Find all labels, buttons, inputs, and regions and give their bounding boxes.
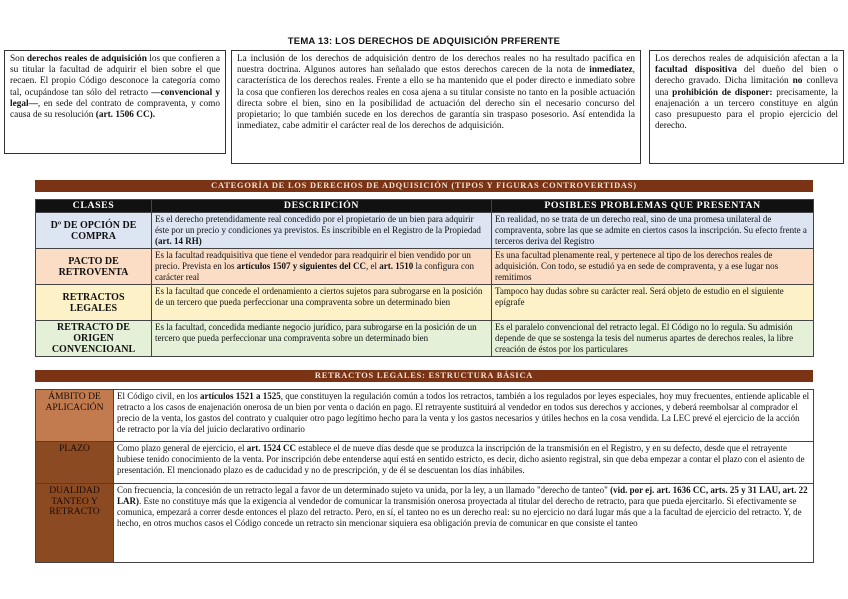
cell-text: la configura con carácter real [155,260,474,282]
row-label: ÁMBITO DE APLICACIÓN [36,390,114,442]
intro-text: conlleva una [655,76,838,98]
intro-bold: —convencional y legal— [10,87,220,109]
cell-text: El Código civil, en los [117,391,200,401]
row-content [114,484,814,563]
cell-bold: (vid. por ej. art. 1636 CC, arts. 25 y 31 LAU, art. 22 LAR) [117,485,808,506]
cell-bold: (art. 14 RH) [155,235,202,246]
table-row [36,484,814,563]
table-row [36,285,814,321]
intro-text: , en sede del contrato de compraventa, y como causa de su resolución [10,98,220,121]
intro-bold: facultad dispositiva [655,65,737,76]
intro-text: precisamente, la enajenación a un tercero constituye en algún caso presupuesto para el propio ejercicio del derecho. [655,87,839,132]
intro-box-facultad-dispositiva [649,50,844,164]
intro-text: La inclusión de los derechos de adquisición dentro de los derechos reales no ha resultado pacífica en nuestra doctrina. Algunos autores han señalado que estos derechos carecen de la nota de [237,54,635,76]
cell-text: . Este no constituye más que la exigencia al vendedor de comunicar la transmisión onerosa proyectada al titular del derecho de retracto, para que pueda ejercitarlo. Si efectivamente se comunica, empezará a correr desde entonces el plazo del retracto. Pero, en sí, el tanteo no es un derecho real: su no ejercicio no dará lugar más que a la facultad de ejercicio del retracto. Y, de hecho, en otros muchos casos el Código concede un retracto sin mencionar siquiera esa obligación previa de comunicar en que consiste el tanteo [117,496,802,528]
cell-text: , el [365,260,380,271]
class-cell: RETRACTO DE ORIGEN CONVENCIOANL [36,321,152,357]
description-cell: Es la facultad, concedida mediante negocio jurídico, para subrogarse en la posición de un tercero que pueda perfeccionar una compraventa sobre un determinado bien [152,321,492,357]
intro-text: del dueño del bien o derecho gravado. Dicha limitación [655,65,838,87]
table-row [36,249,814,285]
description-cell [152,249,492,285]
page-title: TEMA 13: LOS DERECHOS DE ADQUISICIÓN PRFERENTE [287,36,561,47]
intro-bold: no [792,76,803,87]
table-row [36,213,814,249]
class-cell: RETRACTOS LEGALES [36,285,152,321]
section-band-retractos: RETRACTOS LEGALES: ESTRUCTURA BÁSICA [35,370,813,382]
cell-bold: artículos 1521 a 1525 [200,391,281,401]
cell-text: , que constituyen la regulación común a todos los retractos, también a los regulados por leyes especiales, hoy muy frecuentes, entiende aplicable el retracto a los casos de enajenación onerosa de un bien por venta o dación en pago. El retrayente sustituirá al vendedor en todos sus derechos y acciones, y deberá reembolsar al comprador el precio de la venta, los gastos del contrato y cualquier otro pago legítimo hecho para la venta y los gastos necesarios y útiles hechos en la cosa vendida. La LEC prevé el ejercicio de la acción de retracto por la vía del juicio declarativo ordinario [117,391,810,434]
intro-bold: derechos reales de adquisición [26,54,147,64]
row-label: DUALIDAD TANTEO Y RETRACTO [36,484,114,563]
cell-text: Es el derecho pretendidamente real concedido por el propietario de un bien para adquirir éste por un precio y condiciones ya previstos. Es inscribible en el Registro de la Propiedad [155,214,481,235]
intro-text: Los derechos reales de adquisición afectan a la [655,54,838,64]
column-header: CLASES [36,200,152,213]
retractos-table [35,389,814,563]
intro-box-definition [4,50,226,154]
cell-bold: art. 1524 CC [246,443,296,453]
problems-cell: Es el paralelo convencional del retracto legal. El Código no lo regula. Su admisión depende de que se sostenga la tesis del numerus apartes de derechos reales, la libre creación de éstos por los particulares [492,321,814,357]
description-cell: Es la facultad que concede el ordenamiento a ciertos sujetos para subrogarse en la posición de un tercero que pueda perfeccionar una compraventa sobre un determinado bien [152,285,492,321]
table-row [36,390,814,442]
row-label: PLAZO [36,442,114,484]
section-band-categoria: CATEGORÍA DE LOS DERECHOS DE ADQUISICIÓN (TIPOS Y FIGURAS CONTROVERTIDAS) [35,180,813,192]
intro-text: los que confieren a su titular la facultad de adquirir el bien sobre el que recaen. El propio Código desconoce la categoría como tal, ocupándose tan sólo del retracto [10,54,220,98]
row-content [114,390,814,442]
cell-bold: artículos 1507 y siguientes del CC [236,260,366,271]
column-header: DESCRIPCIÓN [152,200,492,213]
table-row [36,442,814,484]
problems-cell: Tampoco hay dudas sobre su carácter real. Será objeto de estudio en el siguiente epígrafe [492,285,814,321]
column-header: POSIBLES PROBLEMAS QUE PRESENTAN [492,200,814,213]
cell-text: Como plazo general de ejercicio, el [117,443,247,453]
row-content [114,442,814,484]
intro-text: Son [10,54,27,64]
intro-bold: prohibición de disponer: [672,87,773,98]
intro-text: , característica de los derechos reales. Frente a ello se ha mantenido que el poder directo e inmediato sobre la cosa que confieren los derechos reales en cosa ajena a su titular consiste no tanto en la posible actuación directa sobre el bien, sino en la posibilidad de actuación del derecho sin el necesario concurso del propietario; lo que también sucede en los derechos de garantía sin traspaso posesorio. Así entendida la inmediatez, cabe admitir el carácter real de los derechos de adquisición. [237,65,635,132]
cell-bold: art. 1510 [379,260,414,271]
intro-bold: (art. 1506 CC). [95,110,156,121]
description-cell [152,213,492,249]
class-cell: PACTO DE RETROVENTA [36,249,152,285]
table-header-row [36,200,814,213]
cell-text: establece el de nueve días desde que se produzca la inscripción de la transmisión en el Registro, y en su defecto, desde que el retrayente hubiese tenido conocimiento de la venta. Por inscripción debe entenderse aquí está en sentido estricto, es decir, dicho asiento registral, sin que deba empezar a contar el plazo con el asiento de presentación. El mencionado plazo es de caducidad y no de prescripción, y de él se descuentan los días inhábiles. [117,443,805,475]
cell-text: Con frecuencia, la concesión de un retracto legal a favor de un determinado sujeto va unida, por la ley, a un llamado "derecho de tanteo" [117,485,611,495]
table-row [36,321,814,357]
problems-cell: Es una facultad plenamente real, y pertenece al tipo de los derechos reales de adquisición. Con todo, se estudió ya en sede de compraventa, y a ese lugar nos remitimos [492,249,814,285]
class-cell: Dº DE OPCIÓN DE COMPRA [36,213,152,249]
cell-text: Es la facultad readquisitiva que tiene el vendedor para readquirir el bien vendido por un precio. Prevista en los [155,250,471,271]
intro-box-inmediatez [231,50,641,164]
categories-table [35,199,814,357]
problems-cell: En realidad, no se trata de un derecho real, sino de una promesa unilateral de compraventa, sobre las que se admite en ciertos casos la inscripción. Su efecto frente a terceros deriva del Registro [492,213,814,249]
intro-bold: inmediatez [589,65,633,76]
